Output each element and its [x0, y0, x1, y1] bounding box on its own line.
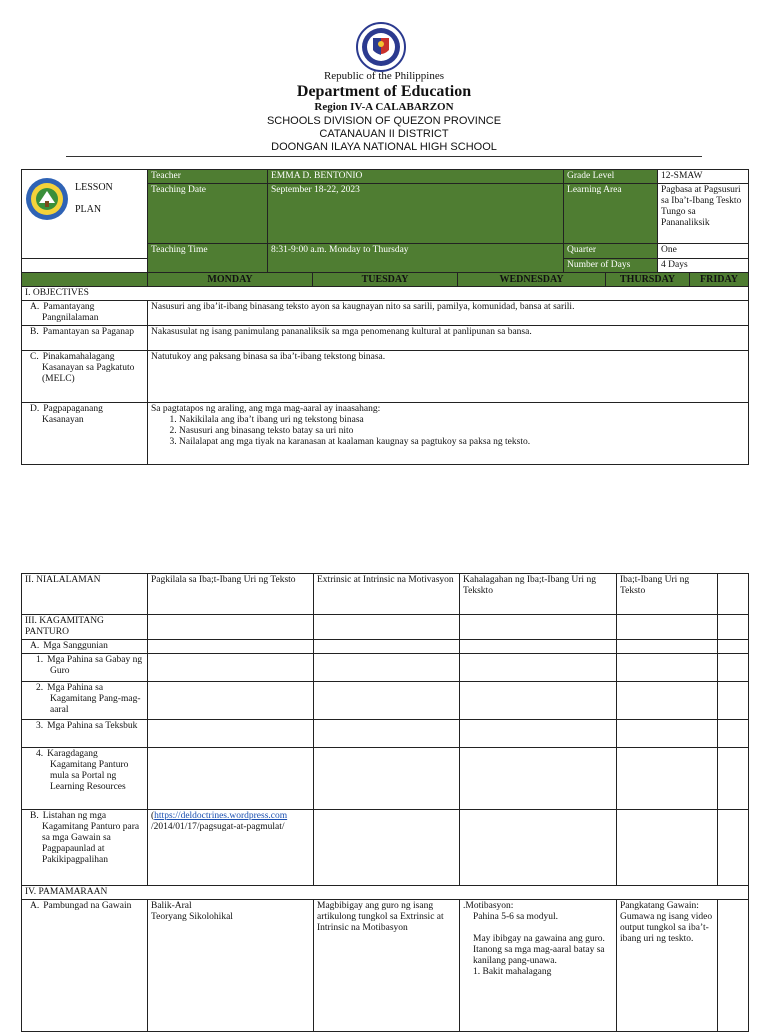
day-thursday: THURSDAY	[606, 273, 690, 287]
teaching-time-label: Teaching Time	[148, 244, 268, 273]
header-divider	[66, 156, 702, 157]
lesson-plan-logo-cell	[22, 170, 148, 259]
teaching-date-value: September 18-22, 2023	[268, 184, 564, 244]
empty-cell	[148, 640, 314, 654]
empty-cell	[617, 640, 718, 654]
empty-cell	[314, 615, 460, 640]
number-of-days-value: 4 Days	[658, 259, 749, 273]
quarter-value: One	[658, 244, 749, 259]
list-item: 2. Nasusuri ang binasang teksto batay sa uri nito	[179, 426, 745, 437]
school-line: DOONGAN ILAYA NATIONAL HIGH SCHOOL	[271, 141, 497, 153]
empty-cell	[460, 615, 617, 640]
school-logo-icon	[25, 177, 69, 221]
empty-cell	[617, 748, 718, 810]
content-friday	[718, 574, 749, 615]
objective-b-label: B. Pamantayan sa Paganap	[22, 326, 148, 351]
empty-cell	[148, 615, 314, 640]
empty-cell	[22, 259, 148, 273]
day-friday: FRIDAY	[690, 273, 749, 287]
procedure-tuesday: Magbibigay ang guro ng isang artikulong tungkol sa Extrinsic at Intrinsic na Motibasyon	[314, 900, 460, 1032]
content-monday: Pagkilala sa Iba;t-Ibang Uri ng Teksto	[148, 574, 314, 615]
empty-cell	[314, 810, 460, 886]
empty-cell	[148, 720, 314, 748]
empty-cell	[718, 640, 749, 654]
objectives-heading: I. OBJECTIVES	[22, 287, 749, 301]
procedure-monday: Balik-Aral Teoryang Sikolohikal	[148, 900, 314, 1032]
procedure-friday	[718, 900, 749, 1032]
content-wednesday: Kahalagahan ng Iba;t-Ibang Uri ng Tekskto	[460, 574, 617, 615]
grade-level-label: Grade Level	[564, 170, 658, 184]
empty-cell	[460, 748, 617, 810]
teacher-value: EMMA D. BENTONIO	[268, 170, 564, 184]
quarter-label: Quarter	[564, 244, 658, 259]
empty-cell	[460, 654, 617, 682]
plan-label: PLAN	[75, 204, 102, 215]
objective-a-text: Nasusuri ang iba’it-ibang binasang teksto ayon sa kaugnayan nito sa sarili, pamilya, komunidad, bansa at sarili.	[148, 301, 749, 326]
procedure-thursday: Pangkatang Gawain: Gumawa ng isang video output tungkol sa iba’t-ibang uri ng teskto.	[617, 900, 718, 1032]
empty-cell	[718, 810, 749, 886]
empty-cell	[617, 810, 718, 886]
objective-d-list	[151, 415, 745, 448]
empty-cell	[718, 654, 749, 682]
number-of-days-label: Number of Days	[564, 259, 658, 273]
list-item: 3. Nailalapat ang mga tiyak na karanasan at kaalaman kaugnay sa pagtukoy sa paksa ng teksto.	[179, 437, 745, 448]
grade-level-value: 12-SMAW	[658, 170, 749, 184]
resource-a-label: A. Mga Sanggunian	[22, 640, 148, 654]
empty-cell	[148, 682, 314, 720]
empty-cell	[460, 640, 617, 654]
resource-4-label: 4. Karagdagang Kagamitang Panturo mula sa Portal ng Learning Resources	[22, 748, 148, 810]
empty-cell	[617, 682, 718, 720]
content-tuesday: Extrinsic at Intrinsic na Motivasyon	[314, 574, 460, 615]
empty-cell	[718, 682, 749, 720]
empty-cell	[718, 748, 749, 810]
procedure-a-label: A. Pambungad na Gawain	[22, 900, 148, 1032]
empty-cell	[314, 654, 460, 682]
procedure-wednesday: .Motibasyon: Pahina 5-6 sa modyul. May ibibgay na gawaina ang guro. Itanong sa mga mag-aaral batay sa kanilang pang-unawa. 1. Bakit mahalagang	[460, 900, 617, 1032]
empty-cell	[314, 720, 460, 748]
day-monday: MONDAY	[148, 273, 313, 287]
objective-d-text	[148, 403, 749, 465]
teacher-label: Teacher	[148, 170, 268, 184]
teaching-time-value: 8:31-9:00 a.m. Monday to Thursday	[268, 244, 564, 273]
resource-1-label: 1. Mga Pahina sa Gabay ng Guro	[22, 654, 148, 682]
teaching-date-label: Teaching Date	[148, 184, 268, 244]
lesson-plan-table	[21, 169, 749, 465]
resource-3-label: 3. Mga Pahina sa Teksbuk	[22, 720, 148, 748]
empty-cell	[314, 640, 460, 654]
district-line: CATANAUAN II DISTRICT	[319, 128, 449, 140]
region-line: Region IV-A CALABARZON	[314, 101, 454, 113]
empty-cell	[314, 682, 460, 720]
resources-heading: III. KAGAMITANG PANTURO	[22, 615, 148, 640]
resource-link[interactable]: https://deldoctrines.wordpress.com	[154, 811, 288, 821]
empty-cell	[314, 748, 460, 810]
objective-c-text: Natutukoy ang paksang binasa sa iba’t-ibang tekstong binasa.	[148, 351, 749, 403]
empty-cell	[460, 682, 617, 720]
lesson-label: LESSON	[75, 182, 113, 193]
procedure-table	[21, 573, 749, 1032]
division-line: SCHOOLS DIVISION OF QUEZON PROVINCE	[266, 115, 502, 127]
empty-cell	[460, 720, 617, 748]
deped-seal-icon	[356, 22, 406, 72]
empty-cell	[460, 810, 617, 886]
objective-d-intro: Sa pagtatapos ng araling, ang mga mag-aaral ay inaasahang:	[151, 404, 381, 414]
department-title: Department of Education	[296, 83, 472, 100]
day-tuesday: TUESDAY	[313, 273, 458, 287]
empty-cell	[148, 748, 314, 810]
resource-2-label: 2. Mga Pahina sa Kagamitang Pang-mag-aaral	[22, 682, 148, 720]
day-wednesday: WEDNESDAY	[458, 273, 606, 287]
empty-cell	[718, 720, 749, 748]
resource-b-label: B. Listahan ng mga Kagamitang Panturo para sa mga Gawain sa Pagpapaunlad at Pakikipagpalihan	[22, 810, 148, 886]
list-item: 1. Nakikilala ang iba’t ibang uri ng tekstong binasa	[179, 415, 745, 426]
content-heading: II. NIALALAMAN	[22, 574, 148, 615]
empty-cell	[617, 615, 718, 640]
republic-line: Republic of the Philippines	[323, 70, 445, 82]
objective-b-text: Nakasusulat ng isang panimulang pananaliksik sa mga penomenang kultural at panlipunan sa bansa.	[148, 326, 749, 351]
objective-d-label: D. Pagpapaganang Kasanayan	[22, 403, 148, 465]
learning-area-value: Pagbasa at Pagsusuri sa Iba’t-Ibang Teskto Tungo sa Pananaliksik	[658, 184, 749, 244]
resource-b-link-cell: (https://deldoctrines.wordpress.com /2014/01/17/pagsugat-at-pagmulat/	[148, 810, 314, 886]
empty-cell	[617, 720, 718, 748]
empty-cell	[617, 654, 718, 682]
learning-area-label: Learning Area	[564, 184, 658, 244]
content-thursday: Iba;t-Ibang Uri ng Teksto	[617, 574, 718, 615]
resource-link-path: /2014/01/17/pagsugat-at-pagmulat/	[151, 822, 285, 832]
objective-c-label: C. Pinakamahalagang Kasanayan sa Pagkatuto (MELC)	[22, 351, 148, 403]
objective-a-label: A. Pamantayang Pangnilalaman	[22, 301, 148, 326]
empty-cell	[148, 654, 314, 682]
day-header-blank	[22, 273, 148, 287]
empty-cell	[718, 615, 749, 640]
procedure-heading: IV. PAMAMARAAN	[22, 886, 749, 900]
